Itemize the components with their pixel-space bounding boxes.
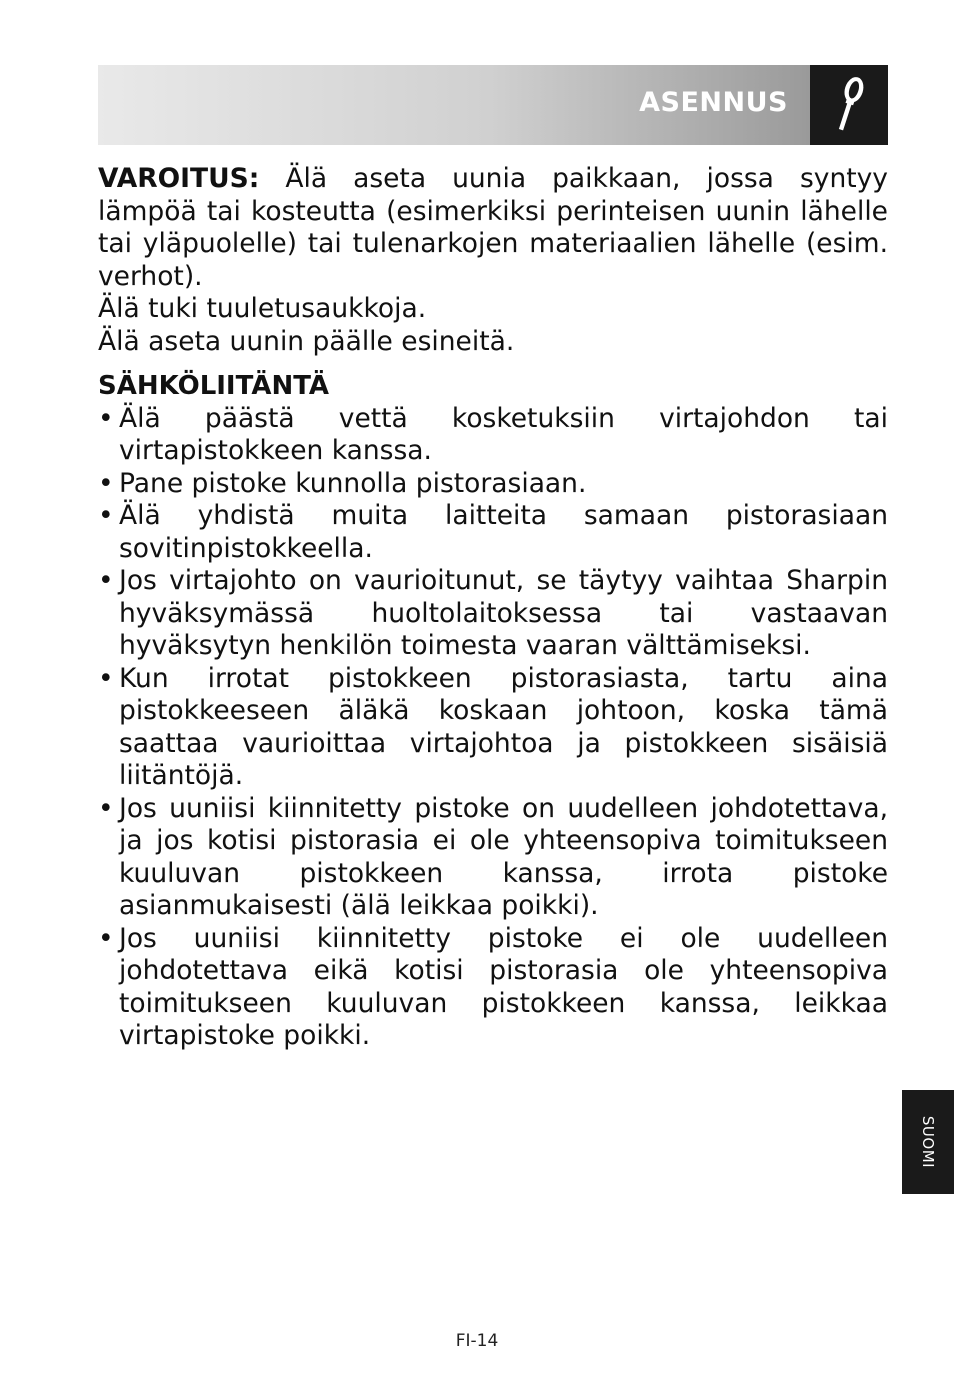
- language-side-tab: [902, 1090, 954, 1194]
- bullet-icon: •: [98, 467, 114, 499]
- list-item: • Pane pistoke kunnolla pistorasiaan.: [98, 467, 587, 499]
- page-number: FI-14: [455, 1331, 499, 1351]
- list-item: • Jos uuniisi kiinnitetty pistoke on uudelleen johdotettava, ja jos kotisi pistorasia ei ole yhteensopiva toimitukseen kuuluvan pistokkeen kanssa, irrota pistoke asianmukaisesti (älä leikkaa poikki).: [98, 792, 888, 921]
- list-item: • Älä päästä vettä kosketuksiin virtajohdon tai virtapistokkeen kanssa.: [98, 402, 888, 466]
- screwdriver-icon: [810, 65, 888, 145]
- list-item: • Jos virtajohto on vaurioitunut, se täytyy vaihtaa Sharpin hyväksymässä huoltolaitoksessa tai vastaavan hyväksytyn henkilön toimesta vaaran välttämiseksi.: [98, 565, 888, 661]
- bullet-icon: •: [98, 500, 114, 531]
- language-label: SUOMI: [919, 1115, 937, 1169]
- electrical-section-title: SÄHKÖLIITÄNTÄ: [98, 371, 330, 401]
- warning-line-objects: Älä aseta uunin päälle esineitä.: [98, 325, 515, 357]
- warning-text: Älä aseta uunia paikkaan, jossa syntyy lämpöä tai kosteutta (esimerkiksi perinteisen uunin lähelle tai yläpuolelle) tai tulenarkojen materiaalien lähelle (esim. verhot).: [98, 163, 888, 292]
- list-item: • Älä yhdistä muita laitteita samaan pistorasiaan sovitinpistokkeella.: [98, 500, 888, 564]
- page-content: [98, 163, 888, 1053]
- warning-paragraph: [98, 163, 888, 293]
- list-item: • Jos uuniisi kiinnitetty pistoke ei ole uudelleen johdotettava eikä kotisi pistorasia ole yhteensopiva toimitukseen kuuluvan pistokkeen kanssa, leikkaa virtapistoke poikki.: [98, 922, 888, 1051]
- bullet-icon: •: [98, 402, 114, 434]
- header-icon-box: [810, 65, 888, 145]
- list-item: • Kun irrotat pistokkeen pistorasiasta, tartu aina pistokkeeseen äläkä koskaan johtoon, koska tämä saattaa vaurioittaa virtajohtoa ja pistokkeen sisäisiä liitäntöjä.: [98, 662, 888, 791]
- bullet-icon: •: [98, 565, 114, 596]
- section-title-asennus: ASENNUS: [639, 87, 788, 118]
- electrical-bullet-list: [98, 403, 888, 1053]
- bullet-icon: •: [98, 792, 114, 824]
- warning-line-vents: Älä tuki tuuletusaukkoja.: [98, 293, 427, 324]
- bullet-icon: •: [98, 662, 114, 694]
- bullet-icon: •: [98, 922, 114, 954]
- warning-label: VAROITUS:: [98, 163, 260, 194]
- section-header-bar: [98, 65, 810, 145]
